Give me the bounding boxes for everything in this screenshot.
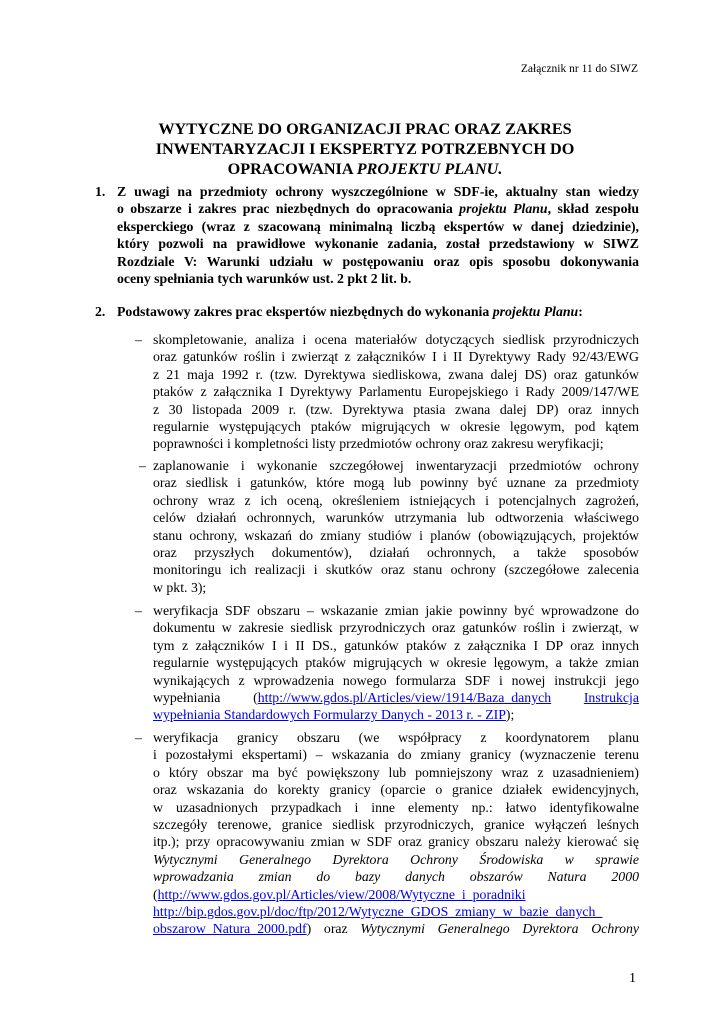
bullet-line: itp.); przy opracowywaniu zmian w SDF oraz granicy obszaru należy kierować się: [153, 834, 639, 850]
title-line-3: [95, 159, 635, 179]
dash-icon: –: [135, 730, 142, 745]
bullet-line: tym z załączników I i II DS., gatunków ptaków z załącznika I DP oraz innych: [153, 637, 639, 653]
dash-icon: –: [139, 458, 146, 473]
attachment-label: Załącznik nr 11 do SIWZ: [520, 63, 638, 75]
title-italic: PROJEKTU PLANU.: [356, 160, 503, 178]
bullet-line: regularnie występujących ptaków migrujących w okresie lęgowym, a także zmian: [153, 655, 639, 671]
bullet-line: regularnie występujących ptaków migrujących w okresie lęgowym, pod kątem: [153, 419, 639, 435]
bullet-line: obszarow_Natura_2000.pdf) oraz Wytycznymi Generalnego Dyrektora Ochrony: [153, 921, 639, 937]
bullet-line: oraz przyszłych dokumentów), działań ochronnych, a także sposobów: [153, 545, 639, 561]
bullet-line: dokumentu w zakresie siedlisk przyrodniczych oraz gatunków roślin i zwierząt, w: [153, 620, 639, 636]
title-line-3-text: OPRACOWANIA: [227, 160, 357, 178]
bullet-line: celów działań ochronnych, warunków utrzymania lub odtworzenia właściwego: [153, 510, 639, 526]
bullet-line: w pkt. 3);: [153, 579, 207, 595]
section-2-number: 2.: [95, 304, 106, 319]
bullet-line: skompletowanie, analiza i ocena materiałów dotyczących siedlisk przyrodniczych: [153, 332, 639, 347]
dash-icon: –: [135, 332, 142, 347]
bullet-line: wprowadzania zmian do bazy danych obszarów Natura 2000: [153, 869, 639, 885]
page-number: 1: [629, 971, 636, 986]
bullet-line: o który obszar ma być powiększony lub pomniejszony wraz z uzasadnieniem): [153, 764, 639, 780]
section-1-line: Rozdziale V: Warunki udziału w postępowaniu oraz opis sposobu dokonywania: [117, 253, 639, 269]
bullet-line: i pozostałymi ekspertami) – wskazania do zmiany granicy (wyznaczenie terenu: [153, 747, 639, 763]
bullet-1: [135, 331, 639, 453]
bullet-line: oraz wskazania do korekty granicy (oparcie o granice działek ewidencyjnych,: [153, 782, 639, 798]
bullet-line: zaplanowanie i wykonanie szczegółowej inwentaryzacji przedmiotów ochrony: [153, 458, 639, 473]
bullet-line: weryfikacja granicy obszaru (we współpracy z koordynatorem planu: [153, 730, 639, 745]
link-bip-gdos-part2[interactable]: obszarow_Natura_2000.pdf: [153, 921, 307, 937]
title-line-1: WYTYCZNE DO ORGANIZACJI PRAC ORAZ ZAKRES: [158, 120, 572, 138]
section-1-text: [117, 183, 639, 287]
bullet-line: monitoringu ich realizacji i skutków oraz stanu ochrony (szczegółowe zalecenia: [153, 562, 639, 578]
bullet-line: weryfikacja SDF obszaru – wskazanie zmian jakie powinny być wprowadzone do: [153, 603, 639, 618]
bullet-4: [135, 729, 639, 938]
section-1-line: o obszarze i zakres prac niezbędnych do opracowania projektu Planu, skład zespołu: [117, 201, 639, 217]
section-1-line: który pozwoli na prawidłowe wykonanie zadania, został przedstawiony w SIWZ: [117, 236, 639, 252]
section-2-text: Podstawowy zakres prac ekspertów niezbędnych do wykonania projektu Planu:: [117, 304, 583, 319]
bullet-line: z 21 maja 1992 r. (tzw. Dyrektywa siedliskowa, zwana dalej DS) oraz gatunków: [153, 366, 639, 382]
bullet-line: wynikających z wprowadzenia nowego formularza SDF i nowej instrukcji jego: [153, 672, 639, 688]
link-instrukcja-part2[interactable]: wypełniania Standardowych Formularzy Danych - 2013 r. - ZIP: [153, 707, 506, 723]
bullet-line: wypełniania (http://www.gdos.pl/Articles/view/1914/Baza_danych Instrukcja: [153, 690, 639, 706]
bullet-line: [153, 903, 639, 920]
section-2: [95, 303, 639, 320]
section-1-line: eksperckiego (wraz z szacowaną minimalną liczbą ekspertów w danej dziedzinie),: [117, 218, 639, 234]
bullet-line: ochrony wraz z ich oceną, określeniem istniejących i potencjalnych zagrożeń,: [153, 492, 639, 508]
link-bip-gdos-part1[interactable]: http://bip.gdos.gov.pl/doc/ftp/2012/Wytyczne_GDOS_zmiany_w_bazie_danych_: [153, 904, 603, 920]
bullet-line: w uzasadnionych przypadkach i inne elementy np.: łatwo identyfikowalne: [153, 799, 639, 815]
link-gdos-baza-danych[interactable]: http://www.gdos.pl/Articles/view/1914/Baza_danych: [257, 690, 552, 706]
bullet-line: (http://www.gdos.gov.pl/Articles/view/2008/Wytyczne_i_poradniki: [153, 886, 526, 902]
bullet-line: oraz siedlisk i gatunków, które mogą lub powinny być uznane za przedmioty: [153, 475, 639, 491]
bullet-2: [139, 457, 639, 596]
bullet-line: poprawności i kompletności listy przedmiotów ochrony oraz zakresu weryfikacji;: [153, 436, 604, 452]
bullet-line: z 30 listopada 2009 r. (tzw. Dyrektywa ptasia zwana dalej DP) oraz innych: [153, 401, 639, 417]
link-instrukcja-part1[interactable]: Instrukcja: [583, 690, 639, 706]
bullet-line: ptaków z załącznika I Dyrektywy Parlamentu Europejskiego i Rady 2009/147/WE: [153, 384, 639, 400]
bullet-3: [135, 602, 639, 724]
bullet-line: stanu ochrony, wskazań do zmiany studiów i planów (obowiązujących, projektów: [153, 527, 639, 543]
dash-icon: –: [135, 603, 142, 618]
section-1-line: oceny spełniania tych warunków ust. 2 pkt 2 lit. b.: [117, 271, 412, 287]
section-1-line: Z uwagi na przedmioty ochrony wyszczególnione w SDF-ie, aktualny stan wiedzy: [117, 184, 639, 199]
section-1-number: 1.: [95, 184, 106, 199]
document-title: [95, 119, 635, 179]
bullet-line: Wytycznymi Generalnego Dyrektora Ochrony Środowiska w sprawie: [153, 851, 639, 867]
title-line-2: INWENTARYZACJI I EKSPERTYZ POTRZEBNYCH DO: [155, 140, 575, 158]
link-gdos-wytyczne[interactable]: http://www.gdos.gov.pl/Articles/view/2008/Wytyczne_i_poradniki: [157, 886, 526, 902]
bullet-line: oraz gatunków roślin i zwierząt z załączników I i II Dyrektywy Rady 92/43/EWG: [153, 349, 639, 365]
bullet-line: wypełniania Standardowych Formularzy Danych - 2013 r. - ZIP);: [153, 707, 515, 723]
bullet-line: szczegóły terenowe, granice siedlisk przyrodniczych, granice wyłączeń leśnych: [153, 817, 639, 833]
section-1: [95, 183, 639, 287]
